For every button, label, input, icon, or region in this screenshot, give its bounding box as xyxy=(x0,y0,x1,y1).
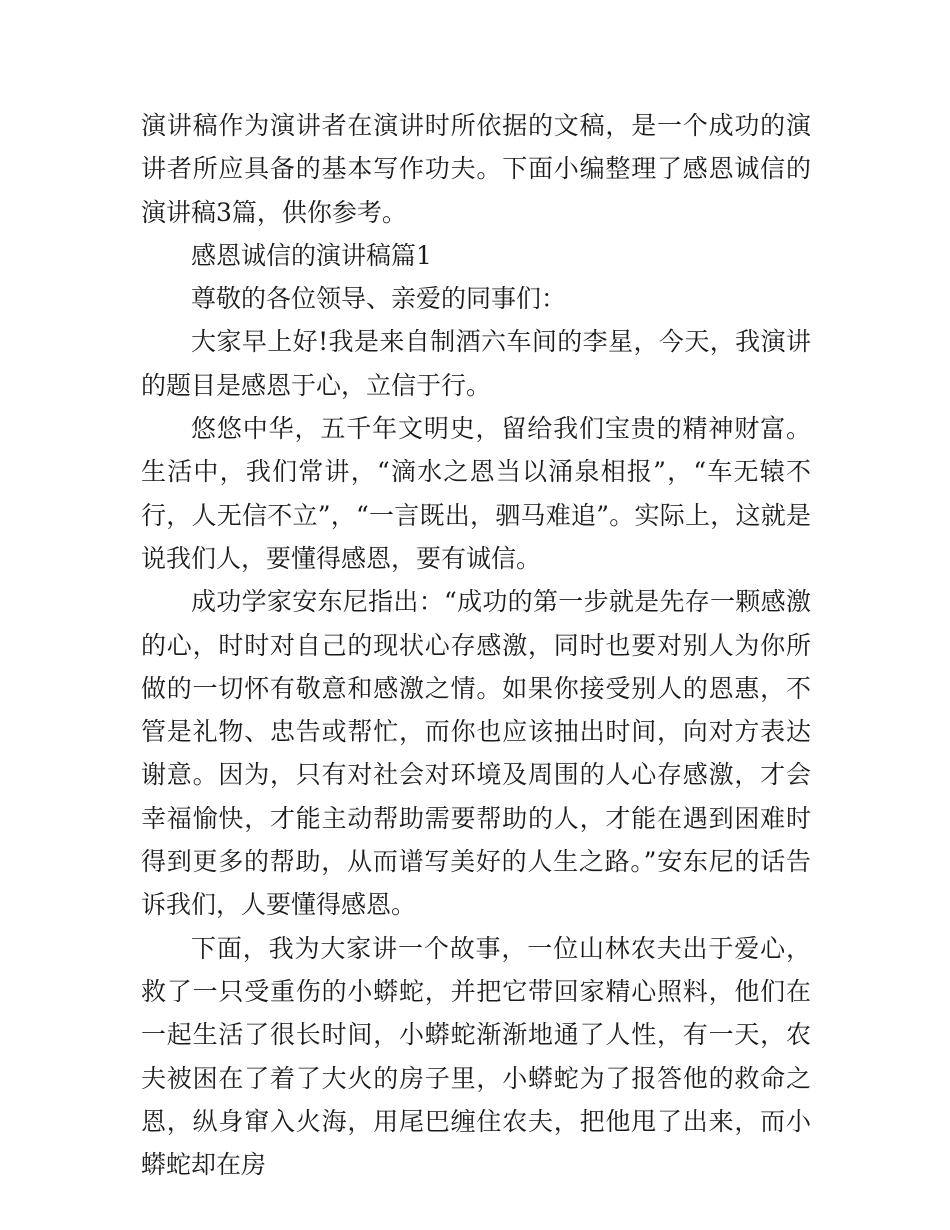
paragraph-greeting: 大家早上好!我是来自制酒六车间的李星，今天，我演讲的题目是感恩于心，立信于行。 xyxy=(141,327,811,400)
paragraph-snake-story: 下面，我为大家讲一个故事，一位山林农夫出于爱心，救了一只受重伤的小蟒蛇，并把它带回家精心照料，他们在一起生活了很长时间，小蟒蛇渐渐地通了人性，有一天，农夫被困在了着了大火的房子里，小蟒蛇为了报答他的救命之恩，纵身窜入火海，用尾巴缠住农夫，把他甩了出来，而小蟒蛇却在房 xyxy=(141,933,811,1180)
paragraph-salutation: 尊敬的各位领导、亲爱的同事们： xyxy=(191,284,567,314)
section-heading: 感恩诚信的演讲稿篇1 xyxy=(191,240,432,270)
paragraph-anthony-quote: 成功学家安东尼指出：“成功的第一步就是先存一颗感激的心，时时对自己的现状心存感激，同时也要对别人为你所做的一切怀有敬意和感激之情。如果你接受别人的恩惠，不管是礼物、忠告或帮忙，而你也应该抽出时间，向对方表达谢意。因为，只有对社会对环境及周围的人心存感激，才会幸福愉快，才能主动帮助需要帮助的人，才能在遇到困难时得到更多的帮助，从而谱写美好的人生之路。”安东尼的话告诉我们，人要懂得感恩。 xyxy=(141,587,811,920)
paragraph-intro: 演讲稿作为演讲者在演讲时所依据的文稿，是一个成功的演讲者所应具备的基本写作功夫。下面小编整理了感恩诚信的演讲稿3篇，供你参考。 xyxy=(141,111,811,227)
paragraph-chinese-culture: 悠悠中华，五千年文明史，留给我们宝贵的精神财富。生活中，我们常讲，“滴水之恩当以涌泉相报”，“车无辕不行，人无信不立”，“一言既出，驷马难追”。实际上，这就是说我们人，要懂得感恩，要有诚信。 xyxy=(141,414,811,573)
document-body xyxy=(141,104,811,1186)
